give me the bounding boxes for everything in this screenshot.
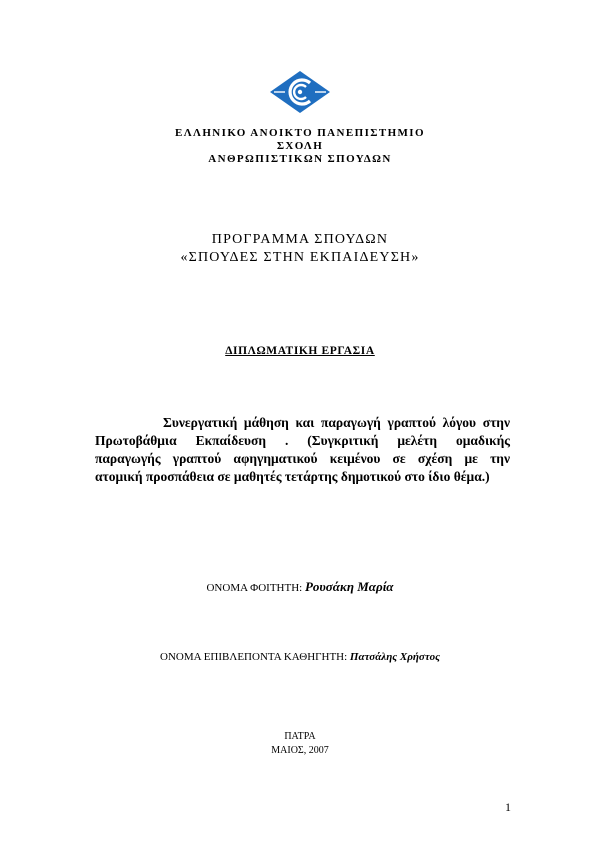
thesis-title-line: παραγωγής γραπτού αφηγηματικού κειμένου σε σχέση με την xyxy=(95,451,510,466)
student-name: Ρουσάκη Μαρία xyxy=(304,579,394,594)
student-label: ΟΝΟΜΑ ΦΟΙΤΗΤΗ: xyxy=(206,582,303,594)
thesis-title xyxy=(95,414,510,486)
supervisor-label: ΟΝΟΜΑ ΕΠΙΒΛΕΠΟΝΤΑ ΚΑΘΗΓΗΤΗ: xyxy=(160,651,348,663)
place-date xyxy=(0,730,600,758)
programme-header xyxy=(0,231,600,267)
page-number: 1 xyxy=(505,800,511,814)
university-header xyxy=(0,127,600,166)
programme-label: ΠΡΟΓΡΑΜΜΑ ΣΠΟΥΔΩΝ xyxy=(211,232,389,247)
student-info xyxy=(0,579,600,595)
date: ΜΑΙΟΣ, 2007 xyxy=(271,745,329,756)
supervisor-info xyxy=(0,651,600,663)
thesis-title-line: ατομική προσπάθεια σε μαθητές τετάρτης δημοτικού στο ίδιο θέμα.) xyxy=(95,469,490,484)
supervisor-name: Πατσάλης Χρήστος xyxy=(349,651,440,663)
programme-name: «ΣΠΟΥΔΕΣ ΣΤΗΝ ΕΚΠΑΙΔΕΥΣΗ» xyxy=(180,250,420,265)
school-label: ΣΧΟΛΗ xyxy=(276,140,324,152)
thesis-label: ΔΙΠΛΩΜΑΤΙΚΗ ΕΡΓΑΣΙΑ xyxy=(225,345,375,357)
place: ΠΑΤΡΑ xyxy=(284,731,316,742)
thesis-title-line: Πρωτοβάθμια Εκπαίδευση . (Συγκριτική μελέτη ομαδικής xyxy=(95,433,510,448)
university-logo-icon xyxy=(269,70,331,114)
university-name: ΕΛΛΗΝΙΚΟ ΑΝΟΙΚΤΟ ΠΑΝΕΠΙΣΤΗΜΙΟ xyxy=(175,127,425,139)
thesis-title-line: Συνεργατική μάθηση και παραγωγή γραπτού λόγου στην xyxy=(163,415,510,430)
school-name: ΑΝΘΡΩΠΙΣΤΙΚΩΝ ΣΠΟΥΔΩΝ xyxy=(208,153,392,165)
